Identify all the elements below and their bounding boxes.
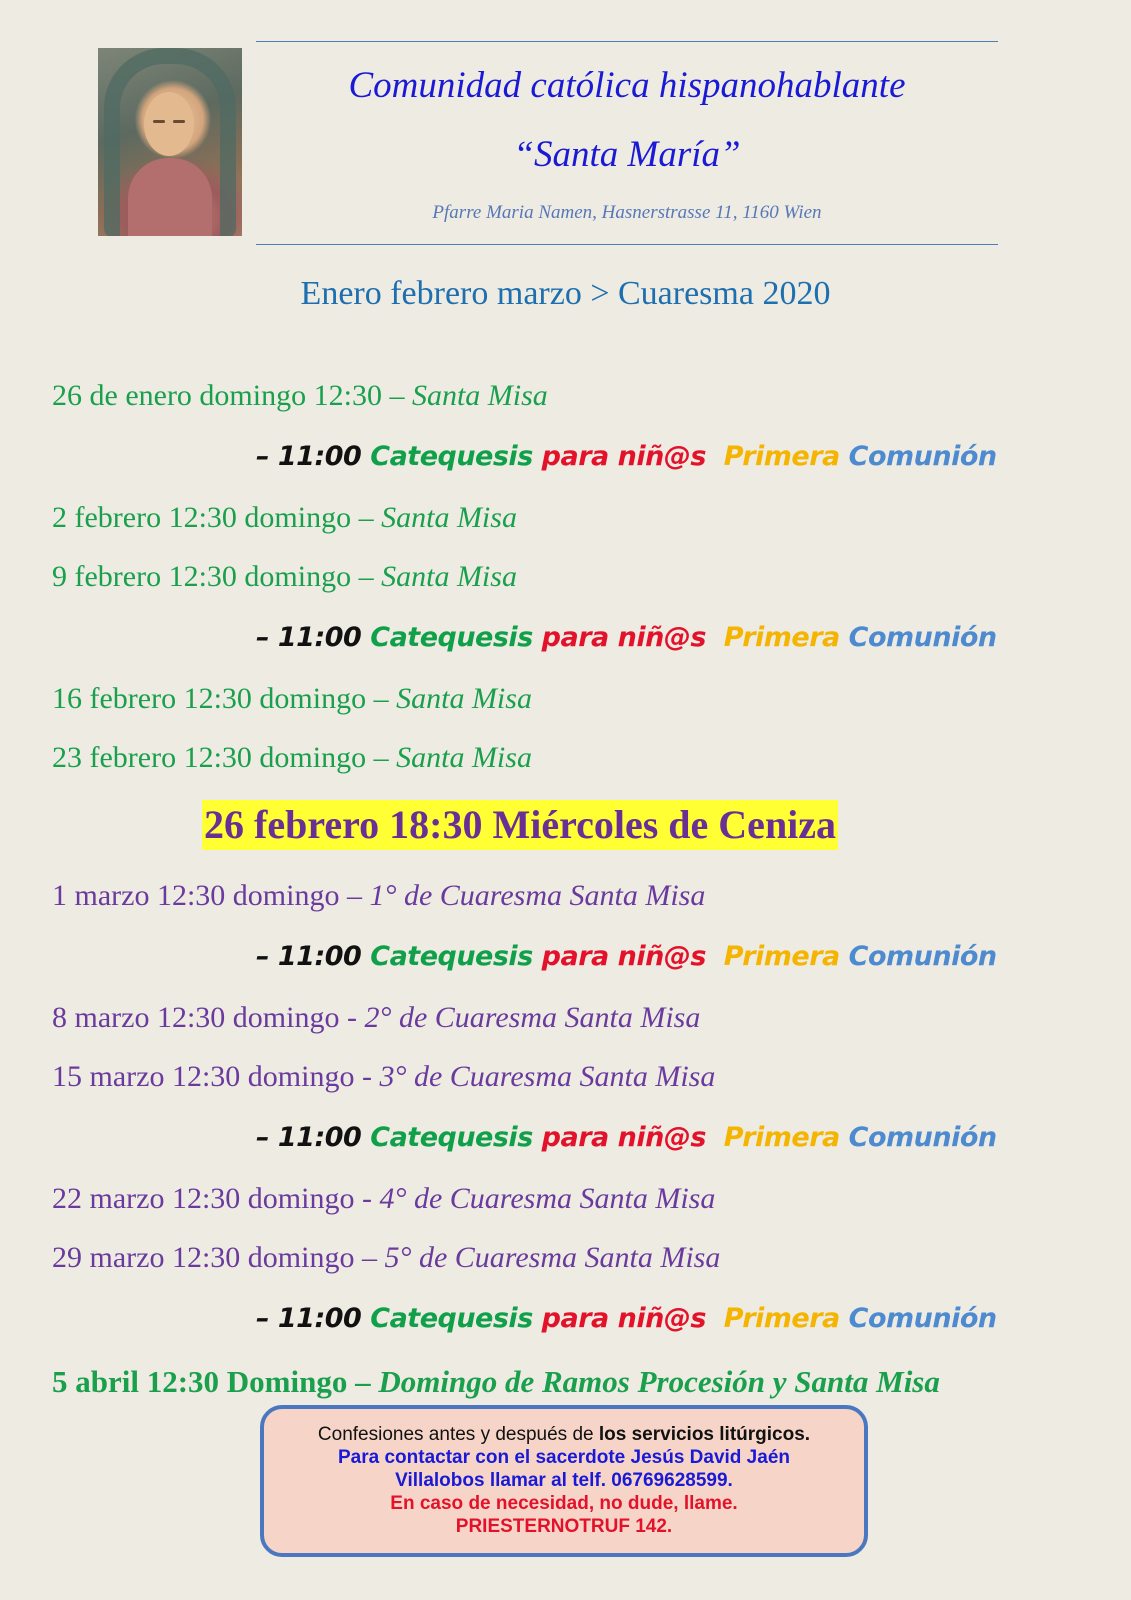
schedule-item [52, 500, 517, 536]
period-heading: Enero febrero marzo > Cuaresma 2020 [300, 275, 831, 312]
schedule-item [52, 1059, 715, 1095]
catechesis-communion: Comunión [848, 941, 997, 972]
catechesis-children: para niñ@s [541, 941, 706, 972]
schedule-event: Santa Misa [411, 379, 548, 412]
schedule-date: 16 febrero 12:30 domingo – [52, 682, 397, 715]
schedule-event: – 5° de Cuaresma Santa Misa [361, 1241, 721, 1274]
catechesis-communion: Comunión [848, 622, 997, 653]
schedule-date: 1 marzo 12:30 domingo – [52, 879, 370, 912]
schedule-date: 23 febrero 12:30 domingo – [52, 741, 397, 774]
palm-sunday-date: 5 abril 12:30 Domingo – [52, 1364, 379, 1399]
schedule-date: 29 marzo 12:30 domingo [52, 1241, 362, 1274]
catechesis-line [256, 439, 997, 475]
ash-wednesday-highlight: 26 febrero 18:30 Miércoles de Ceniza [202, 800, 838, 850]
schedule-date: 2 febrero 12:30 domingo – [52, 501, 382, 534]
catechesis-line [256, 939, 997, 975]
community-title: Comunidad católica hispanohablante [348, 65, 906, 106]
catechesis-line [256, 1301, 997, 1337]
schedule-item [52, 681, 532, 717]
catechesis-children: para niñ@s [541, 1122, 706, 1153]
catechesis-children: para niñ@s [541, 441, 706, 472]
emergency-note: En caso de necesidad, no dude, llame. [390, 1493, 738, 1514]
contact-info-box [260, 1405, 868, 1557]
schedule-event: 4° de Cuaresma Santa Misa [379, 1182, 716, 1215]
schedule-item [52, 1240, 720, 1276]
schedule-date: 26 de enero domingo 12:30 – [52, 379, 412, 412]
catechesis-time: – 11:00 [256, 441, 362, 472]
header-bottom-rule [256, 244, 998, 245]
catechesis-communion: Comunión [848, 441, 997, 472]
catechesis-time: – 11:00 [256, 941, 362, 972]
schedule-item [52, 740, 532, 776]
virgin-mary-portrait [98, 48, 242, 236]
catechesis-line [256, 1120, 997, 1156]
schedule-item [52, 878, 705, 914]
portrait-eye-left [153, 120, 165, 123]
schedule-event: 2° de Cuaresma Santa Misa [364, 1001, 701, 1034]
schedule-item [52, 1000, 700, 1036]
schedule-event: Santa Misa [381, 560, 517, 593]
schedule-event: 3° de Cuaresma Santa Misa [379, 1060, 716, 1093]
catechesis-word: Catequesis [370, 441, 533, 472]
catechesis-first: Primera [723, 1303, 840, 1334]
schedule-event: 1° de Cuaresma Santa Misa [369, 879, 706, 912]
catechesis-communion: Comunión [848, 1122, 997, 1153]
schedule-date: 22 marzo 12:30 domingo - [52, 1182, 380, 1215]
schedule-item [52, 378, 548, 414]
emergency-number: PRIESTERNOTRUF 142. [455, 1516, 673, 1537]
catechesis-first: Primera [723, 441, 840, 472]
confession-text: Confesiones antes y después de [317, 1424, 599, 1445]
schedule-date: 9 febrero 12:30 domingo – [52, 560, 382, 593]
catechesis-first: Primera [723, 1122, 840, 1153]
schedule-date: 8 marzo 12:30 domingo - [52, 1001, 365, 1034]
schedule-item [52, 559, 517, 595]
catechesis-first: Primera [723, 941, 840, 972]
catechesis-word: Catequesis [370, 941, 533, 972]
portrait-robe [128, 158, 212, 236]
catechesis-word: Catequesis [370, 622, 533, 653]
schedule-event: Santa Misa [396, 682, 532, 715]
header-top-rule [256, 41, 998, 42]
catechesis-children: para niñ@s [541, 1303, 706, 1334]
palm-sunday-event: Domingo de Ramos Procesión y Santa Misa [378, 1364, 940, 1399]
catechesis-line [256, 620, 997, 656]
catechesis-word: Catequesis [370, 1122, 533, 1153]
catechesis-first: Primera [723, 622, 840, 653]
confession-text-bold: los servicios litúrgicos. [598, 1424, 811, 1445]
community-name: “Santa María” [513, 134, 741, 175]
palm-sunday-line [52, 1364, 940, 1400]
catechesis-time: – 11:00 [256, 1303, 362, 1334]
confession-note [264, 1423, 864, 1446]
catechesis-time: – 11:00 [256, 1122, 362, 1153]
contact-phone-line: Villalobos llamar al telf. 06769628599. [395, 1470, 733, 1491]
schedule-item [52, 1181, 715, 1217]
schedule-event: Santa Misa [396, 741, 532, 774]
contact-priest-line: Para contactar con el sacerdote Jesús David Jaén [338, 1447, 790, 1468]
catechesis-time: – 11:00 [256, 622, 362, 653]
catechesis-word: Catequesis [370, 1303, 533, 1334]
catechesis-communion: Comunión [848, 1303, 997, 1334]
schedule-date: 15 marzo 12:30 domingo - [52, 1060, 380, 1093]
schedule-event: Santa Misa [381, 501, 517, 534]
catechesis-children: para niñ@s [541, 622, 706, 653]
parish-address: Pfarre Maria Namen, Hasnerstrasse 11, 1160 Wien [432, 202, 822, 223]
portrait-eye-right [173, 120, 185, 123]
portrait-face [144, 92, 194, 156]
